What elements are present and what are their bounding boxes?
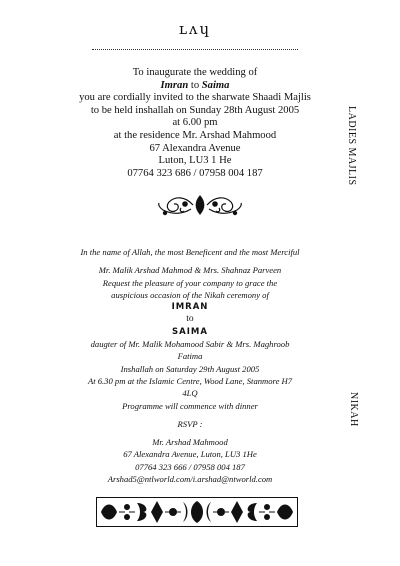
- venue-line: at the residence Mr. Arshad Mahmood: [113, 129, 277, 141]
- city-line: Luton, LU3 1 He: [158, 155, 232, 167]
- venue-postcode-line: 4LQ: [182, 388, 198, 399]
- programme-line: Programme will commence with dinner: [122, 400, 258, 411]
- phone-line: 07764 323 686 / 07958 004 187: [127, 167, 263, 179]
- bride-name: SAIMA: [172, 326, 208, 337]
- dotted-divider: [92, 49, 298, 50]
- ladies-majlis-invitation: [60, 67, 330, 180]
- monogram: ʟʌɥ: [178, 20, 212, 38]
- bride-name: Saima: [201, 79, 230, 91]
- request-line: Request the pleasure of your company to grace the: [102, 277, 278, 288]
- bride-parents-line: daugter of Mr. Malik Mohamood Sabir & Mrs. Maghroob: [90, 339, 290, 350]
- contact-email: Arshad5@ntlworld.com/i.arshad@ntworld.com: [107, 474, 273, 485]
- to-word: to: [186, 314, 194, 325]
- time-line: at 6.00 pm: [172, 117, 218, 129]
- occasion-line: auspicious occasion of the Nikah ceremony of: [111, 289, 269, 300]
- couple-line: [60, 80, 330, 93]
- contact-name: Mr. Arshad Mahmood: [152, 437, 228, 448]
- groom-name: IMRAN: [171, 302, 209, 313]
- groom-name: Imran: [160, 79, 189, 91]
- street-line: 67 Alexandra Avenue: [149, 142, 241, 154]
- contact-address: 67 Alexandra Avenue, Luton, LU3 1He: [123, 449, 257, 460]
- parents-line: Mr. Malik Arshad Mahmod & Mrs. Shahnaz Parveen: [98, 265, 282, 276]
- nikah-invitation: [40, 246, 340, 485]
- intro-line: To inaugurate the wedding of: [132, 67, 258, 78]
- contact-phone: 07764 323 666 / 07958 004 187: [135, 461, 245, 472]
- bride-parents-line-2: Fatima: [177, 351, 203, 362]
- date-line: to be held inshallah on Sunday 28th August 2005: [90, 104, 300, 116]
- to-word: to: [188, 79, 202, 91]
- floral-ornament-icon: [155, 192, 245, 218]
- invite-line: you are cordially invited to the sharwate Shaadi Majlis: [79, 92, 311, 104]
- date-line: Inshallah on Saturday 29th August 2005: [120, 363, 260, 374]
- bismillah-line: In the name of Allah, the most Beneficent and the most Merciful: [80, 247, 300, 257]
- rsvp-heading: RSVP :: [177, 418, 203, 429]
- venue-line: At 6.30 pm at the Islamic Centre, Wood Lane, Stanmore H7: [87, 375, 293, 386]
- ladies-majlis-side-label: LADIES MAJLIS: [346, 106, 357, 186]
- decorative-border-icon: [96, 497, 298, 527]
- nikah-side-label: NIKAH: [348, 392, 359, 427]
